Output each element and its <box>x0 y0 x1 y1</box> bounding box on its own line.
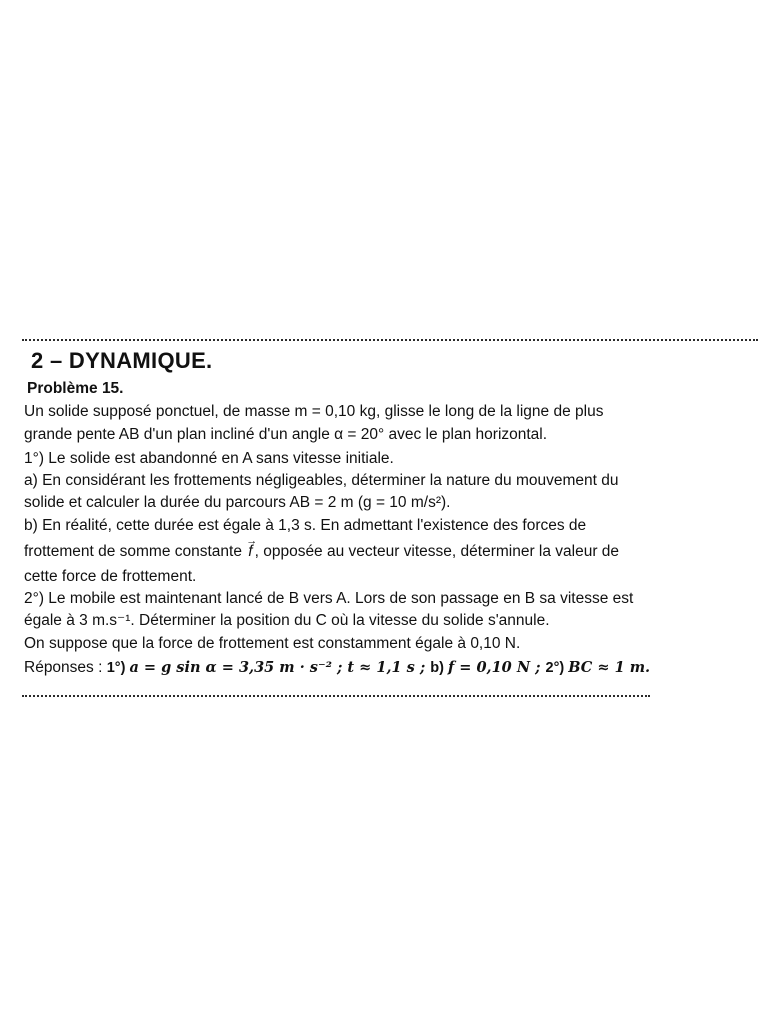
statement-line-7-start: frottement de somme constante <box>24 543 247 560</box>
answer-1-value: a = g sin α = 3,35 m · s⁻² ; t ≈ 1,1 s ; <box>129 659 431 676</box>
section-title: 2 – DYNAMIQUE. <box>31 348 213 373</box>
answers-label: Réponses : <box>24 659 107 676</box>
bottom-dotted-separator <box>22 695 650 697</box>
friction-vector-symbol: → f <box>246 543 254 561</box>
statement-line-6: b) En réalité, cette durée est égale à 1,3 s. En admettant l'existence des forces de <box>24 517 587 534</box>
answer-2-value: f = 0,10 N ; <box>447 659 546 676</box>
statement-line-10: égale à 3 m.s⁻¹. Déterminer la position du C où la vitesse du solide s'annule. <box>24 612 550 629</box>
statement-line-5: solide et calculer la durée du parcours AB = 2 m (g = 10 m/s²). <box>24 494 451 511</box>
statement-line-1: Un solide supposé ponctuel, de masse m = 0,10 kg, glisse le long de la ligne de plus <box>24 403 604 420</box>
answers-line <box>24 659 650 677</box>
statement-line-4: a) En considérant les frottements négligeables, déterminer la nature du mouvement du <box>24 472 619 489</box>
answer-1-label: 1°) <box>106 660 130 676</box>
statement-line-8: cette force de frottement. <box>24 568 197 585</box>
statement-line-3: 1°) Le solide est abandonné en A sans vitesse initiale. <box>24 450 394 467</box>
answer-3-label: 2°) <box>545 660 569 676</box>
statement-line-7 <box>24 543 619 561</box>
statement-line-7-end: , opposée au vecteur vitesse, déterminer la valeur de <box>254 543 620 560</box>
statement-line-11: On suppose que la force de frottement est constamment égale à 0,10 N. <box>24 635 521 652</box>
answer-2-label: b) <box>430 660 448 676</box>
top-dotted-separator <box>22 339 758 341</box>
statement-line-9: 2°) Le mobile est maintenant lancé de B vers A. Lors de son passage en B sa vitesse est <box>24 590 634 607</box>
answer-3-value: BC ≈ 1 m. <box>568 659 651 676</box>
statement-line-2: grande pente AB d'un plan incliné d'un angle α = 20° avec le plan horizontal. <box>24 426 548 443</box>
problem-title: Problème 15. <box>27 380 124 397</box>
